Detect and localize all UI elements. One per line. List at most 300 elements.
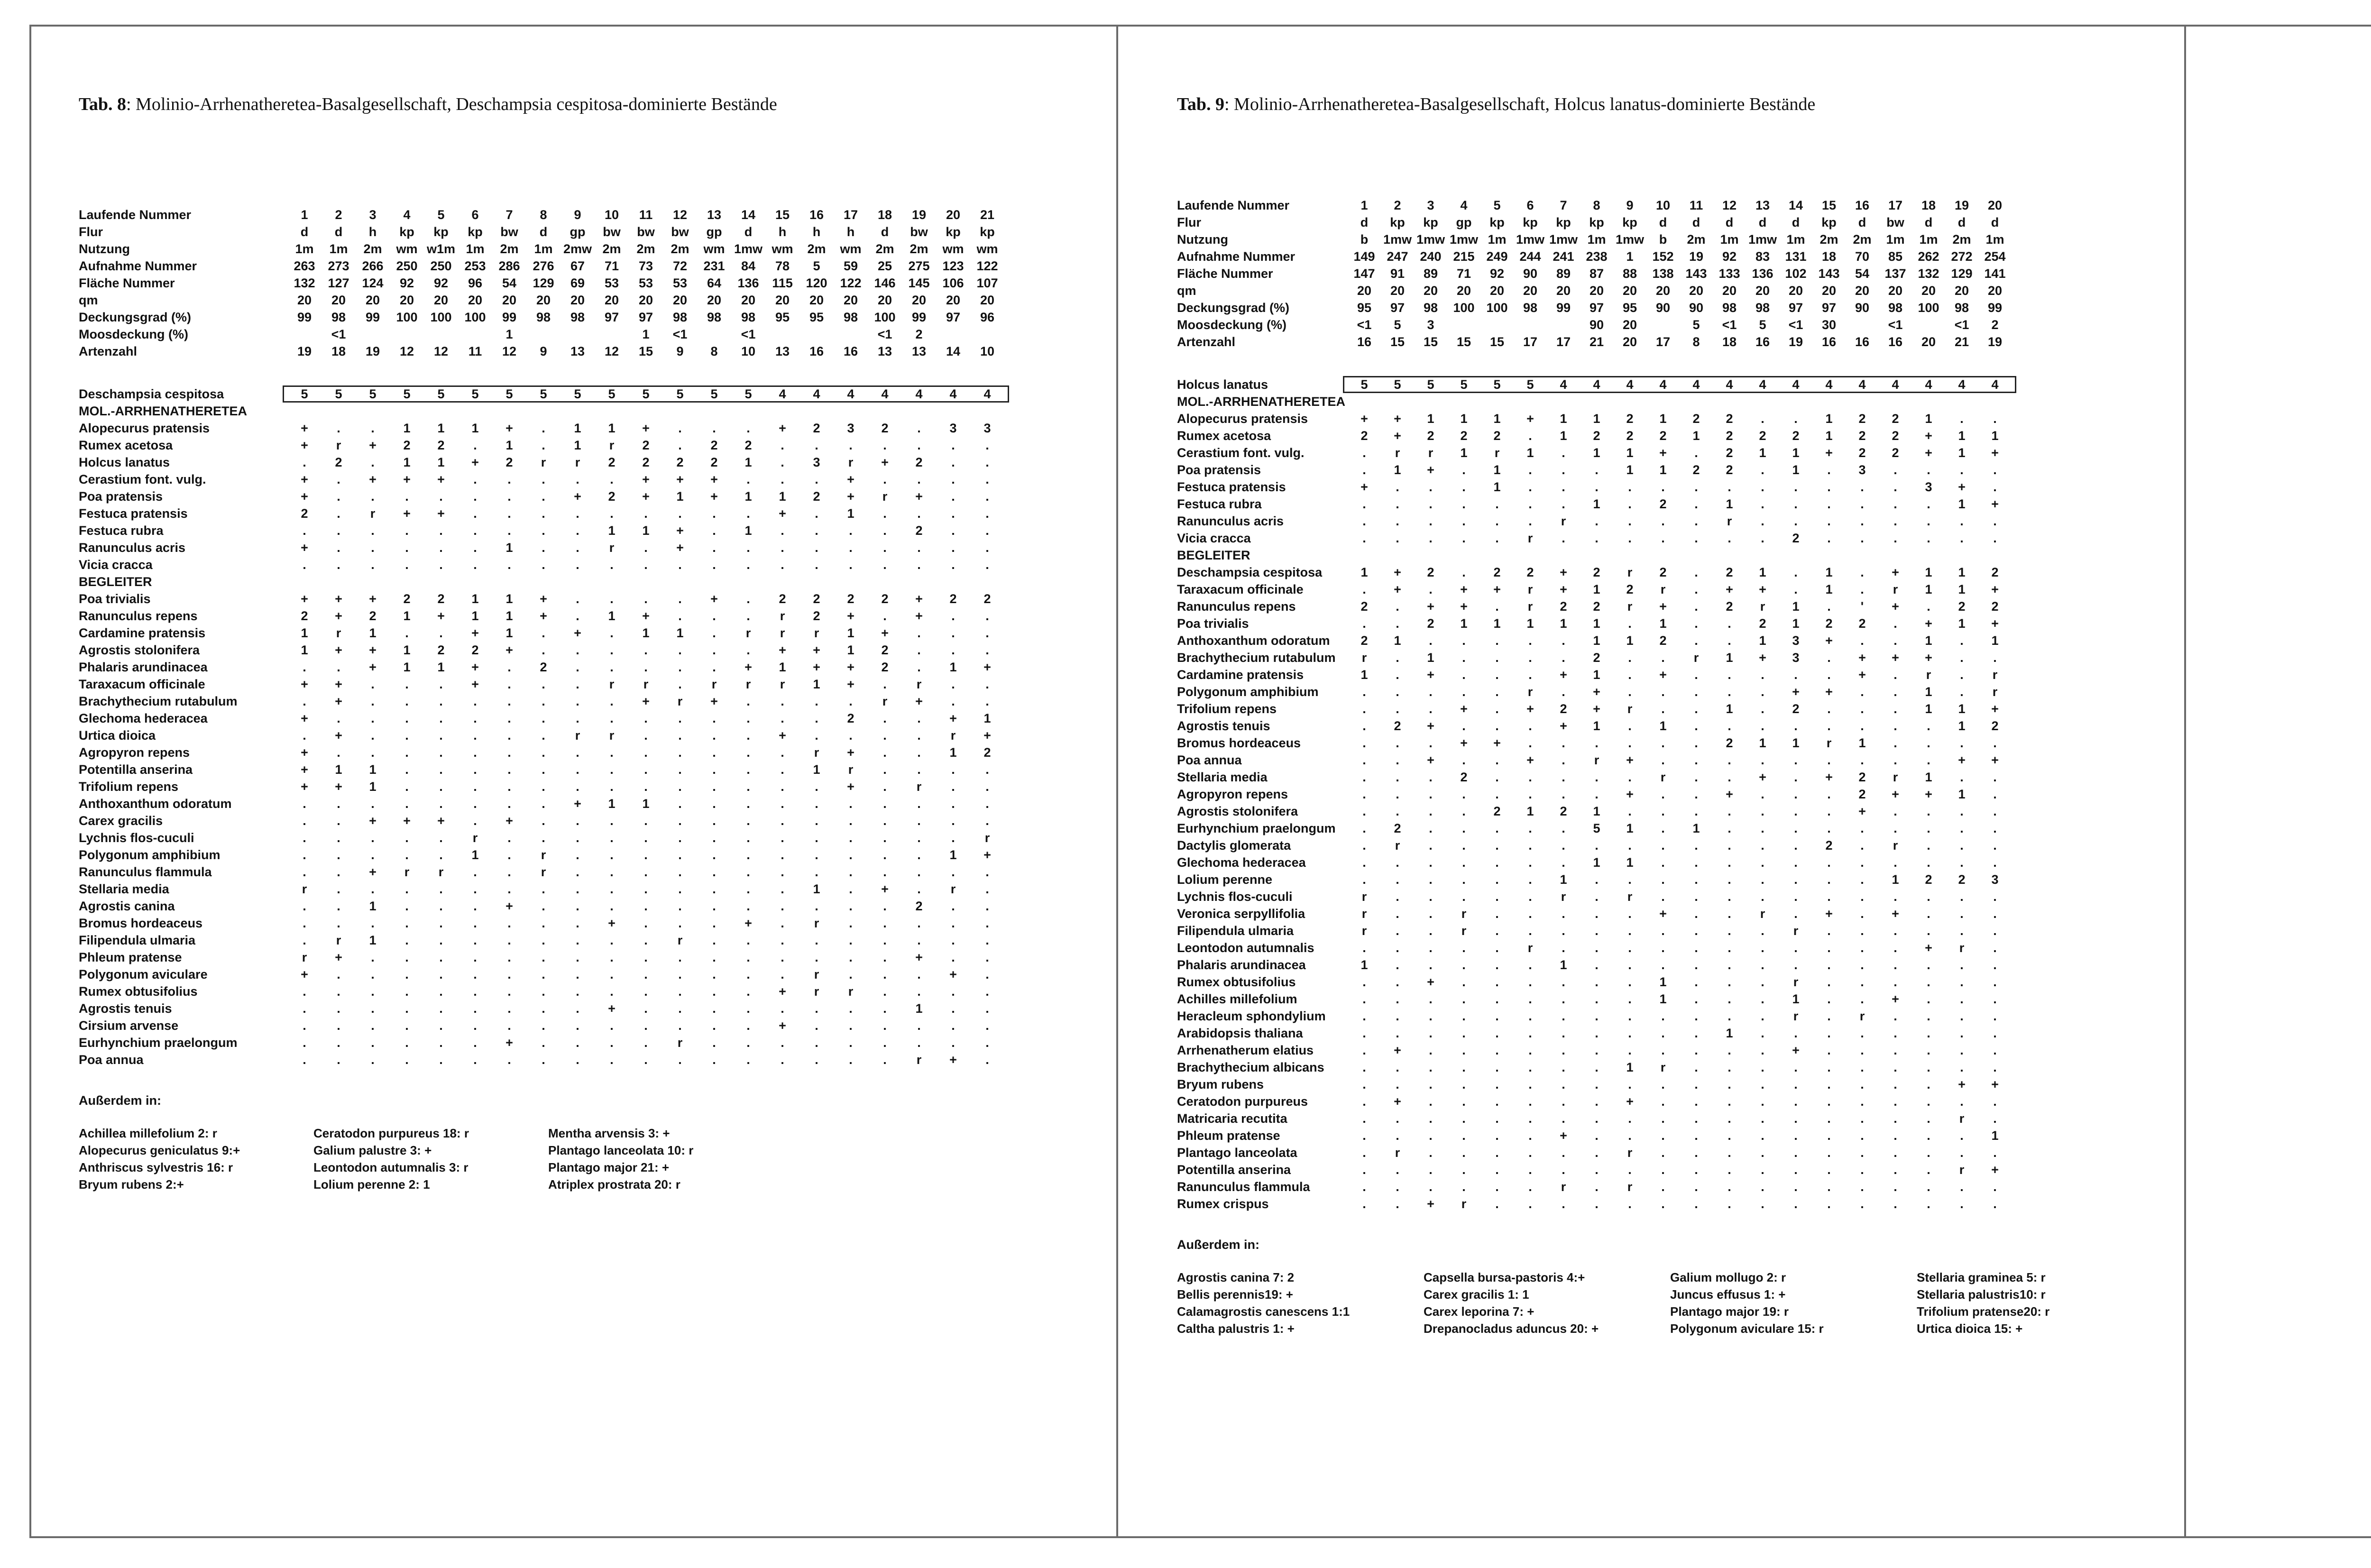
table-cell: . bbox=[1495, 1180, 1499, 1194]
table-row bbox=[79, 728, 1004, 745]
table-cell: . bbox=[1528, 651, 1532, 665]
table-cell: . bbox=[712, 1001, 716, 1016]
table-cell: . bbox=[1694, 685, 1698, 699]
table-cell: . bbox=[746, 797, 750, 811]
row-label: Aufnahme Nummer bbox=[79, 259, 197, 273]
table-cell: 90 bbox=[1855, 301, 1870, 315]
table-cell: . bbox=[1927, 1128, 1930, 1143]
table-cell: . bbox=[1860, 924, 1864, 938]
table-cell: 5 bbox=[1360, 377, 1368, 392]
table-cell: r bbox=[848, 762, 854, 777]
table-cell: . bbox=[1927, 514, 1930, 528]
table-cell: 99 bbox=[1556, 301, 1571, 315]
table-cell: r bbox=[1893, 582, 1898, 596]
table-cell: . bbox=[1993, 463, 1997, 477]
row-label: qm bbox=[1177, 284, 1196, 298]
table-cell: + bbox=[1991, 582, 1999, 596]
table-cell: . bbox=[405, 984, 409, 999]
table-cell: 5 bbox=[369, 387, 377, 401]
table-cell: 53 bbox=[638, 276, 653, 290]
table-cell: 2 bbox=[710, 438, 718, 452]
table-cell: . bbox=[1528, 736, 1532, 750]
table-cell: . bbox=[746, 541, 750, 555]
table-cell: . bbox=[1893, 463, 1897, 477]
table-row bbox=[79, 421, 1004, 438]
table-cell: . bbox=[985, 984, 989, 999]
table-cell: r bbox=[950, 882, 956, 896]
table-cell: . bbox=[1827, 1111, 1831, 1126]
table-cell: 20 bbox=[1556, 284, 1571, 298]
table-cell: 3 bbox=[1792, 651, 1800, 665]
table-cell: . bbox=[1595, 463, 1599, 477]
table-cell: + bbox=[1394, 565, 1401, 579]
table-cell: 5 bbox=[1394, 318, 1401, 332]
table-cell: . bbox=[1993, 1197, 1997, 1211]
row-label: Holcus lanatus bbox=[79, 455, 170, 469]
table-cell: 20 bbox=[1523, 284, 1538, 298]
table-row bbox=[1177, 651, 2012, 668]
table-cell: 2 bbox=[1394, 821, 1401, 835]
table-cell: 1 bbox=[369, 899, 377, 913]
table-cell: + bbox=[779, 1018, 786, 1033]
table-cell: . bbox=[849, 814, 853, 828]
table-cell: 2 bbox=[1991, 565, 1999, 579]
table-cell: 1 bbox=[1593, 719, 1600, 733]
table-cell: 2 bbox=[505, 455, 513, 469]
table-cell: . bbox=[507, 967, 511, 981]
table-cell: . bbox=[507, 558, 511, 572]
table-cell: . bbox=[985, 762, 989, 777]
table-cell: . bbox=[712, 558, 716, 572]
table-cell: . bbox=[1396, 753, 1399, 767]
table-cell: . bbox=[337, 711, 340, 725]
table-cell: + bbox=[1560, 719, 1567, 733]
table-cell: . bbox=[1661, 1026, 1665, 1040]
table-cell: 16 bbox=[1855, 335, 1870, 349]
table-cell: 16 bbox=[1357, 335, 1372, 349]
table-cell: . bbox=[610, 814, 614, 828]
additional-species-entry: Polygonum aviculare 15: r bbox=[1670, 1321, 1824, 1336]
table-cell: . bbox=[542, 1001, 545, 1016]
table-cell: . bbox=[644, 848, 648, 862]
table-cell: . bbox=[337, 541, 340, 555]
table-cell: . bbox=[917, 865, 921, 879]
table-cell: . bbox=[678, 421, 682, 435]
table-cell: + bbox=[813, 660, 820, 674]
table-cell: . bbox=[576, 762, 579, 777]
table-cell: <1 bbox=[1888, 318, 1903, 332]
table-cell: . bbox=[1562, 633, 1565, 648]
row-label: Eurhynchium praelongum bbox=[1177, 821, 1336, 835]
table-cell: . bbox=[1927, 719, 1930, 733]
table-row bbox=[79, 225, 1004, 242]
table-cell: . bbox=[1396, 531, 1399, 545]
table-cell: . bbox=[1462, 821, 1466, 835]
table-cell: . bbox=[815, 1018, 818, 1033]
table-cell: . bbox=[849, 899, 853, 913]
table-cell: + bbox=[540, 592, 547, 606]
table-cell: . bbox=[1728, 753, 1731, 767]
table-cell: . bbox=[1893, 821, 1897, 835]
row-label: Nutzung bbox=[79, 242, 130, 256]
table-cell: . bbox=[542, 882, 545, 896]
table-cell: . bbox=[849, 1053, 853, 1067]
table-cell: . bbox=[1528, 497, 1532, 511]
table-cell: . bbox=[1893, 736, 1897, 750]
table-cell: + bbox=[1659, 446, 1667, 460]
table-cell: . bbox=[1362, 804, 1366, 818]
table-cell: 5 bbox=[505, 387, 513, 401]
table-cell: + bbox=[369, 643, 377, 657]
table-cell: . bbox=[1562, 855, 1565, 870]
table-cell: + bbox=[471, 455, 479, 469]
table-cell: . bbox=[303, 865, 306, 879]
table-cell: 1 bbox=[1759, 565, 1766, 579]
row-label: Alopecurus pratensis bbox=[79, 421, 210, 435]
table-cell: . bbox=[1595, 1060, 1599, 1074]
table-cell: 2 bbox=[915, 899, 923, 913]
table-cell: . bbox=[542, 728, 545, 743]
table-cell: 54 bbox=[502, 276, 517, 290]
table-cell: . bbox=[1562, 821, 1565, 835]
table-cell: . bbox=[1562, 1146, 1565, 1160]
table-cell: 2 bbox=[1692, 463, 1700, 477]
table-row bbox=[1177, 301, 2012, 318]
table-cell: 16 bbox=[809, 208, 824, 222]
table-cell: 1m bbox=[1985, 232, 2004, 247]
table-cell: 99 bbox=[1987, 301, 2003, 315]
table-cell: 1 bbox=[1460, 616, 1468, 631]
table-cell: + bbox=[1958, 480, 1966, 494]
table-cell: . bbox=[405, 558, 409, 572]
table-row bbox=[1177, 924, 2012, 941]
table-cell: + bbox=[1925, 941, 1932, 955]
table-cell: . bbox=[1362, 514, 1366, 528]
table-cell: r bbox=[882, 489, 888, 504]
table-cell: . bbox=[1993, 958, 1997, 972]
table-cell: . bbox=[883, 438, 887, 452]
table-cell: . bbox=[1661, 651, 1665, 665]
table-cell: . bbox=[917, 506, 921, 521]
table-cell: d bbox=[1924, 215, 1933, 229]
table-cell: . bbox=[1628, 924, 1632, 938]
table-row bbox=[1177, 958, 2012, 975]
table-cell: . bbox=[917, 711, 921, 725]
table-cell: . bbox=[781, 694, 784, 708]
table-cell: . bbox=[1462, 1111, 1466, 1126]
table-cell: 4 bbox=[779, 387, 786, 401]
table-cell: 84 bbox=[741, 259, 756, 273]
table-cell: . bbox=[473, 711, 477, 725]
table-cell: . bbox=[712, 916, 716, 930]
table-cell: . bbox=[1694, 907, 1698, 921]
row-label: Agropyron repens bbox=[79, 745, 190, 760]
table-cell: . bbox=[507, 694, 511, 708]
table-cell: + bbox=[881, 882, 889, 896]
table-cell: . bbox=[371, 916, 375, 930]
table-cell: . bbox=[1362, 1026, 1366, 1040]
table-cell: 20 bbox=[946, 208, 961, 222]
table-cell: . bbox=[473, 472, 477, 486]
table-cell: . bbox=[1728, 821, 1731, 835]
table-row bbox=[79, 916, 1004, 933]
table-row bbox=[79, 293, 1004, 310]
table-cell: 241 bbox=[1553, 249, 1574, 264]
table-cell: 20 bbox=[877, 293, 892, 307]
table-cell: . bbox=[644, 899, 648, 913]
table-cell: . bbox=[1462, 463, 1466, 477]
table-cell: . bbox=[1927, 1146, 1930, 1160]
table-cell: 1 bbox=[1958, 497, 1966, 511]
table-cell: + bbox=[676, 472, 684, 486]
table-cell: . bbox=[1728, 975, 1731, 989]
table-cell: 2 bbox=[1460, 770, 1468, 784]
table-cell: r bbox=[1395, 446, 1400, 460]
table-cell: . bbox=[439, 779, 443, 794]
additional-species-column bbox=[548, 1125, 693, 1193]
row-label: Fläche Nummer bbox=[79, 276, 175, 290]
table-cell: . bbox=[1728, 907, 1731, 921]
table-cell: . bbox=[1595, 1128, 1599, 1143]
table-cell: . bbox=[1595, 941, 1599, 955]
table-cell: 11 bbox=[1689, 198, 1703, 212]
table-cell: r bbox=[745, 677, 751, 691]
table-cell: 97 bbox=[1390, 301, 1405, 315]
table-cell: . bbox=[1462, 889, 1466, 904]
table-cell: + bbox=[1825, 907, 1833, 921]
table-cell: . bbox=[1960, 633, 1964, 648]
table-cell: kp bbox=[980, 225, 995, 239]
table-cell: . bbox=[542, 626, 545, 640]
table-cell: . bbox=[1628, 497, 1632, 511]
table-cell: + bbox=[301, 472, 308, 486]
table-cell: . bbox=[1462, 480, 1466, 494]
table-cell: . bbox=[781, 711, 784, 725]
table-row bbox=[79, 455, 1004, 472]
table-cell: + bbox=[1360, 480, 1368, 494]
table-cell: . bbox=[1761, 412, 1764, 426]
table-cell: . bbox=[610, 472, 614, 486]
table-cell: 1mw bbox=[734, 242, 763, 256]
table-cell: . bbox=[610, 933, 614, 947]
table-cell: 2 bbox=[1394, 198, 1401, 212]
table-cell: . bbox=[576, 523, 579, 538]
table-cell: . bbox=[1429, 1026, 1433, 1040]
table-cell: . bbox=[644, 831, 648, 845]
table-cell: . bbox=[951, 643, 955, 657]
table-cell: . bbox=[576, 967, 579, 981]
table-cell: . bbox=[1993, 1094, 1997, 1109]
table-cell: . bbox=[542, 967, 545, 981]
table-cell: 2 bbox=[642, 455, 650, 469]
table-cell: 99 bbox=[502, 310, 517, 324]
table-cell: . bbox=[781, 541, 784, 555]
table-cell: + bbox=[744, 660, 752, 674]
table-cell: . bbox=[303, 455, 306, 469]
table-cell: . bbox=[1396, 1111, 1399, 1126]
table-cell: . bbox=[1860, 855, 1864, 870]
table-cell: 20 bbox=[570, 293, 585, 307]
table-cell: . bbox=[1794, 838, 1798, 853]
table-cell: 4 bbox=[1858, 377, 1866, 392]
table-cell: . bbox=[883, 899, 887, 913]
table-cell: + bbox=[915, 609, 923, 623]
table-cell: . bbox=[1661, 753, 1665, 767]
table-cell: . bbox=[1495, 1060, 1499, 1074]
table-cell: 1 bbox=[1692, 821, 1700, 835]
table-row bbox=[79, 950, 1004, 967]
table-cell: . bbox=[1993, 651, 1997, 665]
row-label: Festuca pratensis bbox=[79, 506, 188, 521]
table-cell: . bbox=[576, 984, 579, 999]
table-cell: . bbox=[1495, 651, 1499, 665]
table-cell: . bbox=[917, 984, 921, 999]
table-cell: . bbox=[542, 1053, 545, 1067]
table-cell: 2 bbox=[1892, 429, 1899, 443]
table-cell: 5 bbox=[642, 387, 650, 401]
table-cell: . bbox=[985, 865, 989, 879]
table-cell: . bbox=[1860, 1128, 1864, 1143]
table-cell: . bbox=[1528, 924, 1532, 938]
table-cell: 20 bbox=[843, 293, 858, 307]
table-cell: . bbox=[712, 762, 716, 777]
table-cell: . bbox=[1960, 736, 1964, 750]
table-row bbox=[79, 745, 1004, 762]
table-cell: . bbox=[1794, 1077, 1798, 1091]
table-cell: 146 bbox=[874, 276, 896, 290]
table-cell: 240 bbox=[1420, 249, 1442, 264]
table-row bbox=[79, 472, 1004, 489]
table-cell: . bbox=[610, 882, 614, 896]
table-row bbox=[79, 438, 1004, 455]
table-row bbox=[79, 899, 1004, 916]
table-cell: . bbox=[746, 984, 750, 999]
table-cell: + bbox=[1991, 702, 1999, 716]
table-cell: . bbox=[1893, 668, 1897, 682]
table-cell: d bbox=[1792, 215, 1800, 229]
table-cell: 1 bbox=[1825, 429, 1833, 443]
table-cell: 1m bbox=[1720, 232, 1739, 247]
table-cell: 100 bbox=[1486, 301, 1508, 315]
additional-species-entry: Capsella bursa-pastoris 4:+ bbox=[1424, 1270, 1585, 1284]
row-label: Brachythecium albicans bbox=[1177, 1060, 1324, 1074]
table-cell: . bbox=[746, 762, 750, 777]
table-cell: . bbox=[303, 797, 306, 811]
table-cell: . bbox=[1396, 480, 1399, 494]
table-cell: . bbox=[678, 779, 682, 794]
table-cell: 11 bbox=[468, 344, 482, 358]
table-cell: . bbox=[1661, 531, 1665, 545]
table-cell: . bbox=[1562, 1094, 1565, 1109]
table-cell: r bbox=[745, 626, 751, 640]
table-cell: . bbox=[951, 677, 955, 691]
table-cell: 106 bbox=[942, 276, 964, 290]
table-cell: . bbox=[781, 848, 784, 862]
table-cell: . bbox=[473, 558, 477, 572]
table-cell: . bbox=[712, 882, 716, 896]
table-cell: . bbox=[985, 506, 989, 521]
table-cell: + bbox=[847, 745, 855, 760]
table-cell: 90 bbox=[1589, 318, 1604, 332]
table-cell: kp bbox=[946, 225, 961, 239]
table-cell: 1m bbox=[295, 242, 314, 256]
table-cell: 2m bbox=[363, 242, 382, 256]
table-cell: + bbox=[642, 421, 650, 435]
row-label: Plantago lanceolata bbox=[1177, 1146, 1297, 1160]
table-cell: . bbox=[1728, 1180, 1731, 1194]
table-cell: . bbox=[1993, 1180, 1997, 1194]
table-cell: . bbox=[1628, 616, 1632, 631]
table-cell: 2 bbox=[813, 609, 820, 623]
table-cell: . bbox=[1794, 787, 1798, 801]
table-cell: . bbox=[303, 984, 306, 999]
table-cell: 2 bbox=[915, 327, 923, 341]
table-cell: 1 bbox=[1360, 198, 1368, 212]
table-cell: . bbox=[1628, 668, 1632, 682]
table-cell: . bbox=[576, 677, 579, 691]
table-cell: 4 bbox=[1726, 377, 1733, 392]
table-cell: . bbox=[1528, 1111, 1532, 1126]
table-cell: r bbox=[404, 865, 410, 879]
additional-species-column bbox=[1917, 1269, 2049, 1337]
table-cell: . bbox=[1827, 889, 1831, 904]
table-cell: 15 bbox=[1390, 335, 1405, 349]
table-cell: . bbox=[917, 541, 921, 555]
table-cell: . bbox=[1827, 463, 1831, 477]
table-cell: r bbox=[950, 728, 956, 743]
table-cell: . bbox=[815, 950, 818, 964]
row-label: Glechoma hederacea bbox=[79, 711, 208, 725]
table-cell: . bbox=[1893, 1043, 1897, 1057]
table-cell: gp bbox=[1456, 215, 1472, 229]
table-cell: 2 bbox=[1925, 872, 1932, 887]
table-cell: . bbox=[1661, 514, 1665, 528]
table-cell: 1 bbox=[1593, 855, 1600, 870]
table-cell: 89 bbox=[1423, 266, 1438, 281]
table-cell: . bbox=[439, 728, 443, 743]
table-row bbox=[1177, 1077, 2012, 1094]
table-cell: 2 bbox=[335, 208, 342, 222]
table-cell: . bbox=[815, 472, 818, 486]
table-cell: . bbox=[1562, 463, 1565, 477]
table-cell: . bbox=[1893, 480, 1897, 494]
table-cell: . bbox=[473, 779, 477, 794]
table-row bbox=[1177, 855, 2012, 872]
table-row bbox=[79, 558, 1004, 575]
table-cell: . bbox=[712, 899, 716, 913]
table-cell: . bbox=[576, 933, 579, 947]
table-cell: . bbox=[576, 950, 579, 964]
table-cell: . bbox=[1462, 1077, 1466, 1091]
table-cell: r bbox=[336, 438, 341, 452]
table-cell: . bbox=[1761, 753, 1764, 767]
additional-species-entry: Alopecurus geniculatus 9:+ bbox=[79, 1143, 240, 1157]
table-cell: 96 bbox=[468, 276, 483, 290]
table-cell: 1 bbox=[1626, 1060, 1634, 1074]
table-cell: 1m bbox=[466, 242, 485, 256]
table-cell: . bbox=[951, 472, 955, 486]
table-cell: wm bbox=[976, 242, 998, 256]
table-cell: 1m bbox=[1786, 232, 1805, 247]
table-cell: . bbox=[781, 1036, 784, 1050]
table-cell: 15 bbox=[775, 208, 790, 222]
table-cell: . bbox=[1528, 1180, 1532, 1194]
table-cell: . bbox=[746, 848, 750, 862]
table-cell: . bbox=[917, 916, 921, 930]
table-cell: . bbox=[1362, 872, 1366, 887]
table-cell: . bbox=[1528, 1009, 1532, 1023]
table-row bbox=[1177, 1197, 2012, 1214]
